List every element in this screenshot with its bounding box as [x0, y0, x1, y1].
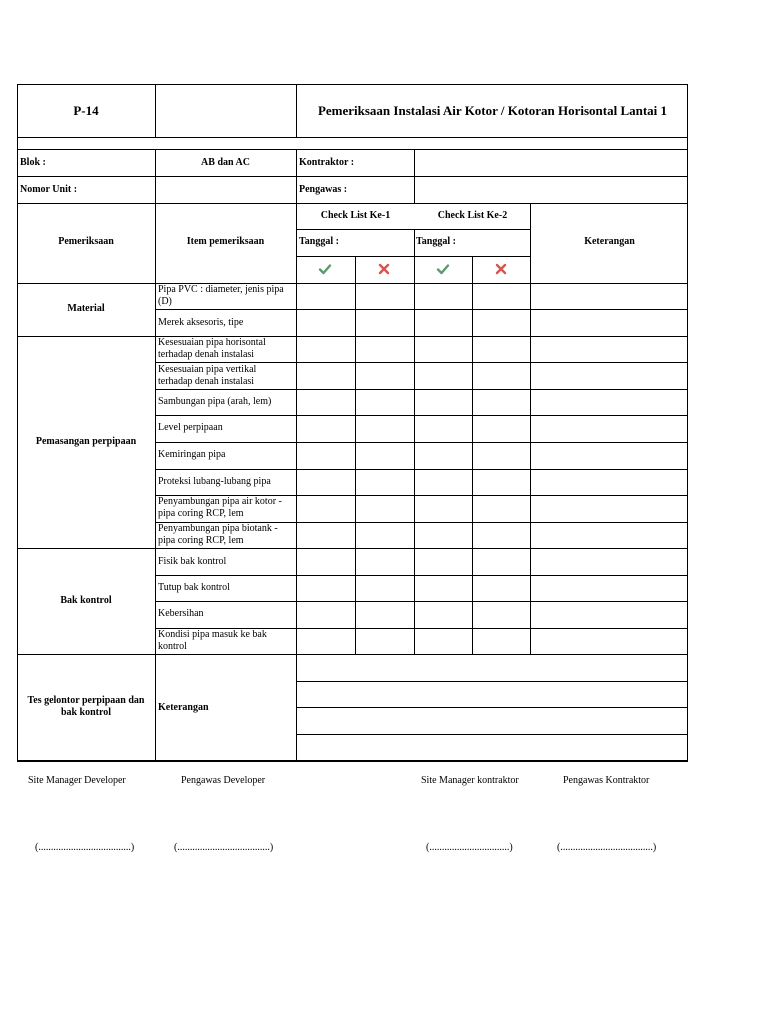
row-divider — [297, 707, 688, 708]
item-header: Item pemeriksaan — [186, 236, 265, 247]
row-divider — [17, 203, 688, 204]
section-pemasangan: Pemasangan perpipaan — [35, 436, 137, 447]
item-penyambungan-air-kotor: Penyambungan pipa air kotor - pipa coring RCP, lem — [158, 496, 282, 519]
row-divider — [155, 575, 688, 576]
row-divider — [155, 309, 688, 310]
form-code: P-14 — [73, 103, 99, 118]
item-proteksi-lubang: Proteksi lubang-lubang pipa — [158, 476, 271, 487]
col-divider — [414, 149, 415, 204]
row-divider — [297, 734, 688, 735]
check-icon — [318, 262, 332, 276]
inspection-form-frame — [17, 84, 688, 762]
row-divider — [155, 469, 688, 470]
cross-icon — [494, 262, 508, 276]
signature-blank: (.....................................) — [174, 842, 274, 853]
check1-header: Check List Ke-1 — [320, 210, 391, 221]
row-divider — [155, 362, 688, 363]
col-divider — [414, 229, 415, 655]
row-divider — [17, 176, 688, 177]
row-divider — [17, 548, 688, 549]
row-divider — [297, 681, 688, 682]
signature-role: Pengawas Kontraktor — [563, 775, 650, 786]
item-kebersihan: Kebersihan — [158, 608, 204, 619]
row-divider — [17, 654, 688, 655]
signature-role: Site Manager Developer — [28, 775, 126, 786]
item-fisik-bak: Fisik bak kontrol — [158, 556, 227, 567]
item-penyambungan-biotank: Penyambungan pipa biotank - pipa coring RCP, lem — [158, 523, 278, 546]
tanggal2-label: Tanggal : — [416, 236, 456, 247]
signature-role: Pengawas Developer — [181, 775, 266, 786]
item-pipa-vertikal: Kesesuaian pipa vertikal terhadap denah instalasi — [158, 364, 257, 387]
signature-role: Site Manager kontraktor — [421, 775, 519, 786]
pengawas-label: Pengawas : — [299, 184, 348, 195]
row-divider — [17, 149, 688, 150]
nomor-unit-label: Nomor Unit : — [20, 184, 78, 195]
row-divider — [17, 760, 688, 761]
form-title: Pemeriksaan Instalasi Air Kotor / Kotoran Horisontal Lantai 1 — [317, 103, 668, 118]
row-divider — [155, 601, 688, 602]
keterangan-header: Keterangan — [584, 236, 635, 247]
col-divider — [472, 256, 473, 655]
item-sambungan-pipa: Sambungan pipa (arah, lem) — [158, 396, 272, 407]
col-divider — [530, 203, 531, 655]
row-divider — [17, 283, 688, 284]
signature-blank: (.....................................) — [557, 842, 657, 853]
item-tutup-bak: Tutup bak kontrol — [158, 582, 230, 593]
check-icon — [436, 262, 450, 276]
col-divider — [296, 149, 297, 761]
item-level-perpipaan: Level perpipaan — [158, 422, 223, 433]
kontraktor-label: Kontraktor : — [299, 157, 355, 168]
item-kondisi-pipa: Kondisi pipa masuk ke bak kontrol — [158, 629, 267, 652]
row-divider — [17, 336, 688, 337]
item-pipa-horisontal: Kesesuaian pipa horisontal terhadap denah instalasi — [158, 337, 266, 360]
row-divider — [155, 389, 688, 390]
blok-value: AB dan AC — [201, 157, 250, 168]
row-divider — [155, 415, 688, 416]
tes-keterangan-label: Keterangan — [158, 702, 209, 713]
col-divider — [155, 84, 156, 138]
section-tes-gelontor: Tes gelontor perpipaan dan bak kontrol — [27, 695, 145, 718]
item-merek-aksesoris: Merek aksesoris, tipe — [158, 317, 244, 328]
row-divider — [155, 442, 688, 443]
signature-blank: (................................) — [426, 842, 513, 853]
blok-label: Blok : — [20, 157, 46, 168]
check2-header: Check List Ke-2 — [437, 210, 508, 221]
section-bak-kontrol: Bak kontrol — [60, 595, 112, 606]
pemeriksaan-header: Pemeriksaan — [58, 236, 114, 247]
col-divider — [355, 256, 356, 655]
tanggal1-label: Tanggal : — [299, 236, 339, 247]
item-kemiringan-pipa: Kemiringan pipa — [158, 449, 226, 460]
section-material: Material — [67, 303, 105, 314]
cross-icon — [377, 262, 391, 276]
item-pipa-pvc: Pipa PVC : diameter, jenis pipa (D) — [158, 284, 284, 307]
row-divider — [17, 137, 688, 138]
signature-blank: (.....................................) — [35, 842, 135, 853]
